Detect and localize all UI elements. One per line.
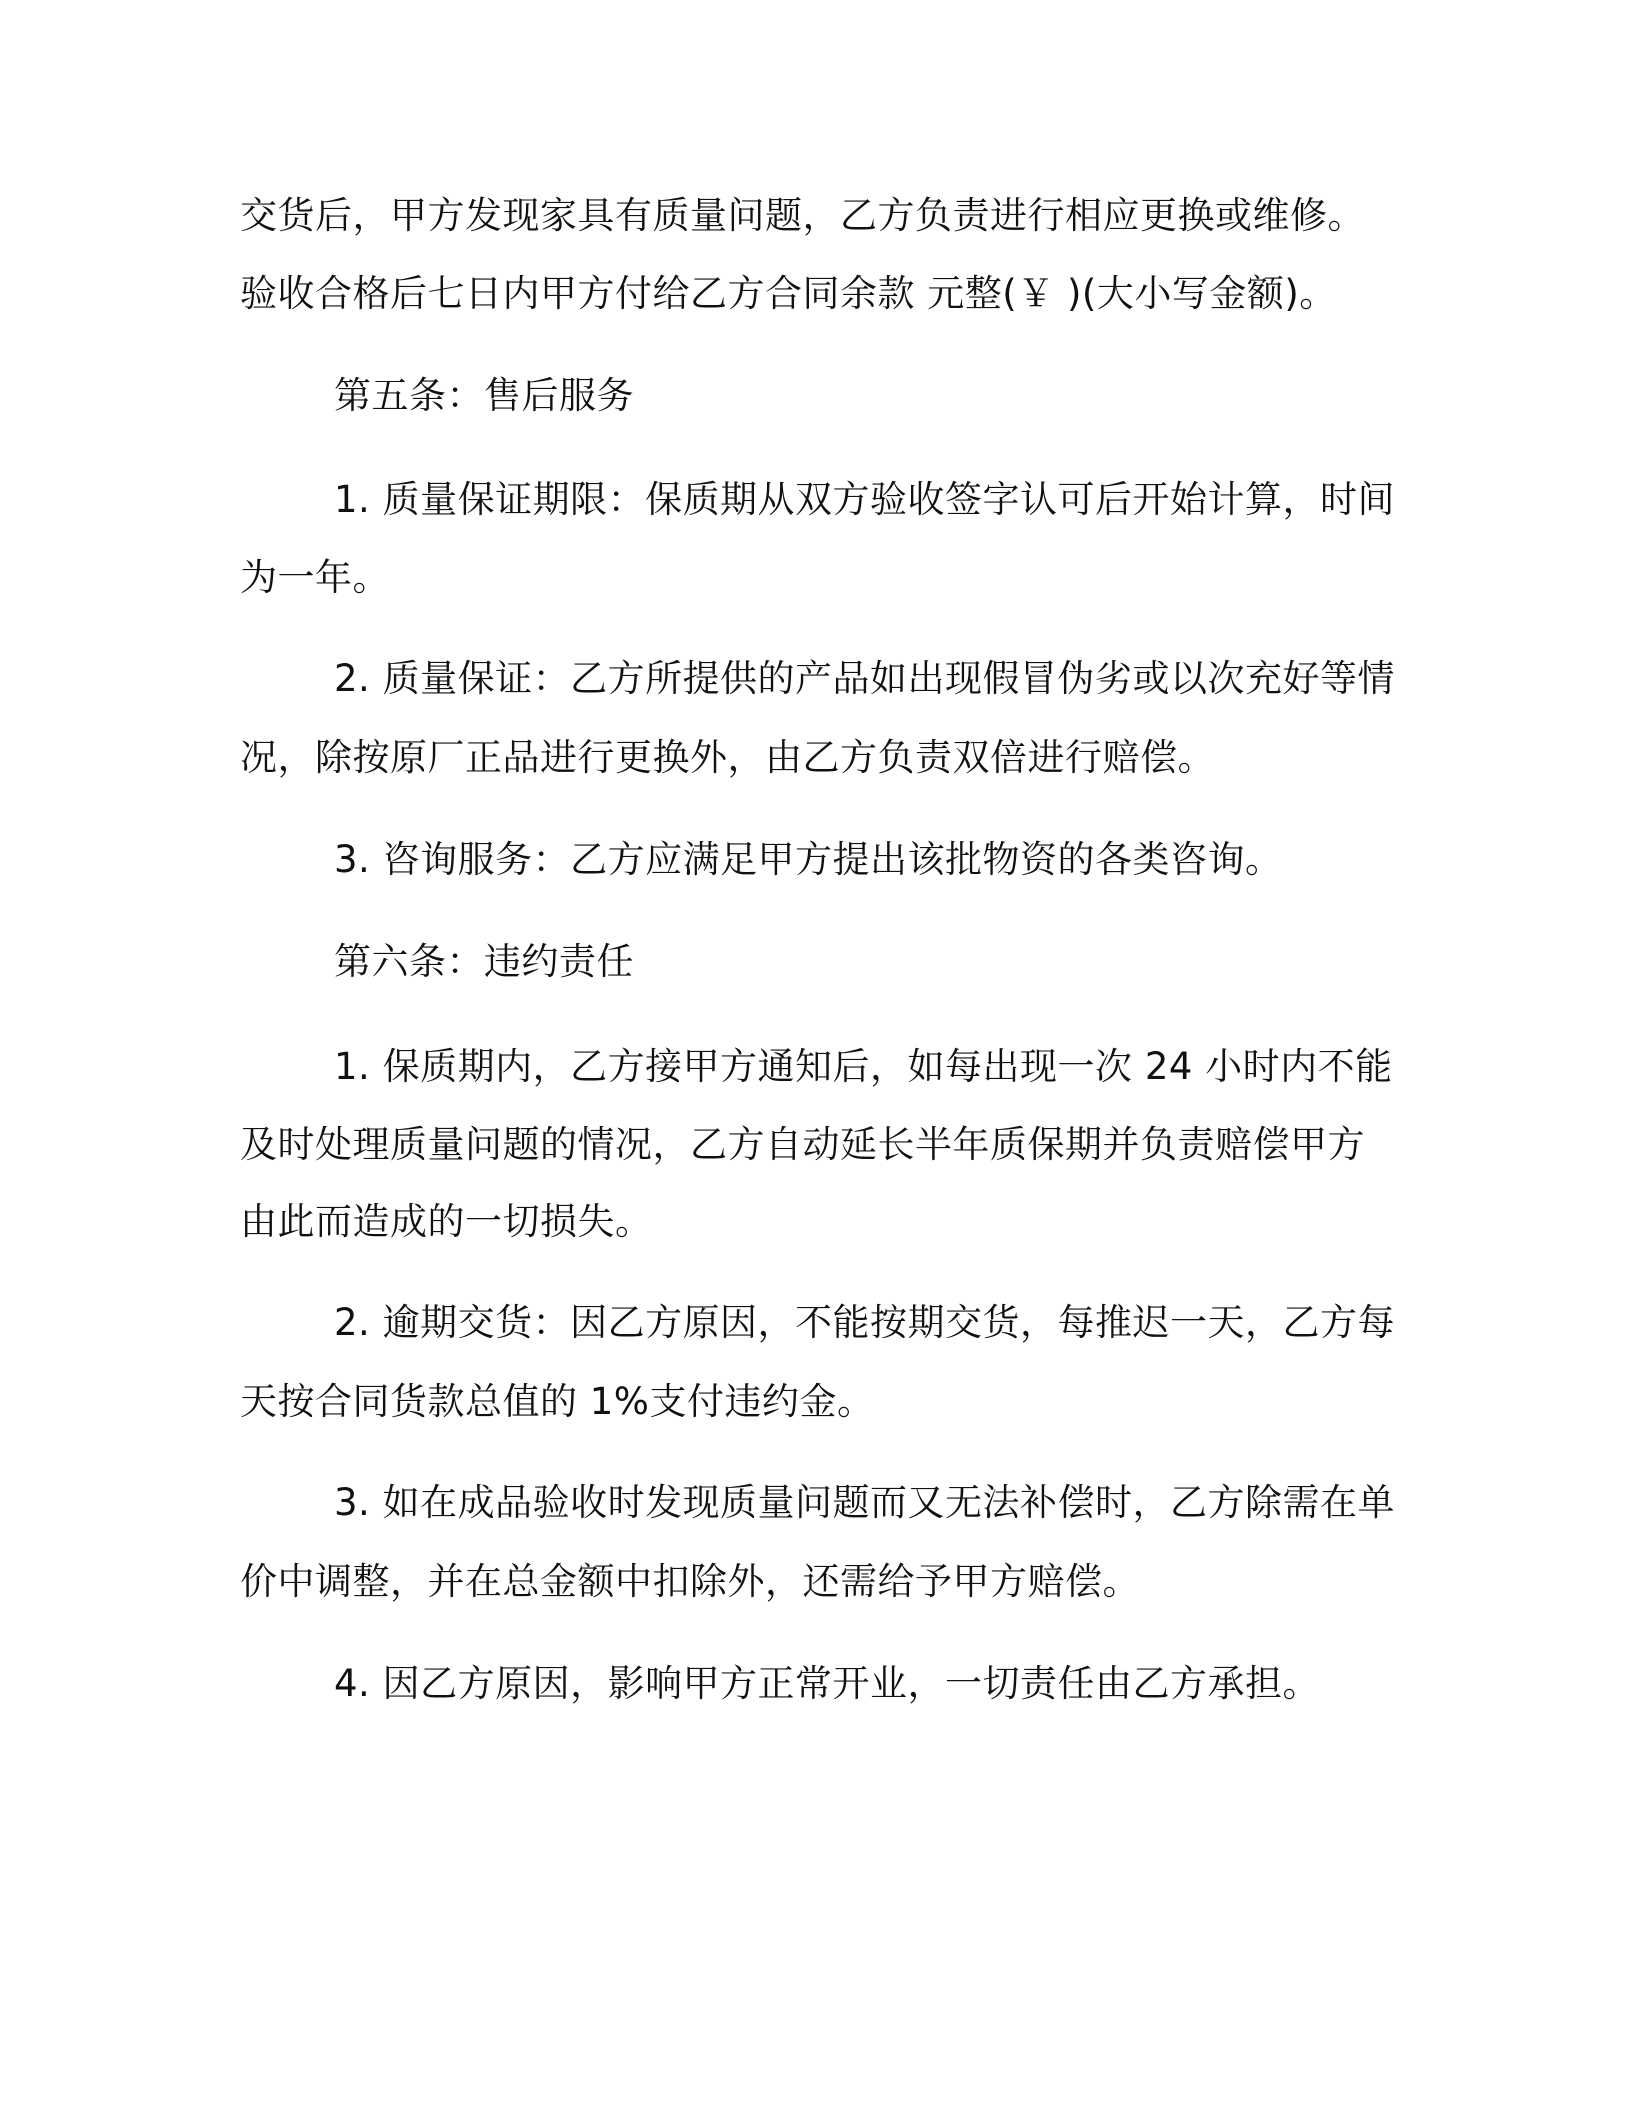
text-line: 及时处理质量问题的情况，乙方自动延长半年质保期并负责赔偿甲方 — [240, 1123, 1365, 1166]
text-line: 天按合同货款总值的 1%支付违约金。 — [240, 1380, 875, 1423]
text-line: 为一年。 — [240, 556, 390, 599]
text-line: 2. 质量保证：乙方所提供的产品如出现假冒伪劣或以次充好等情 — [334, 657, 1396, 700]
text-line: 交货后，甲方发现家具有质量问题，乙方负责进行相应更换或维修。 — [240, 194, 1365, 237]
text-line: 验收合格后七日内甲方付给乙方合同余款 元整(￥ )(大小写金额)。 — [240, 272, 1337, 315]
text-line: 况，除按原厂正品进行更换外，由乙方负责双倍进行赔偿。 — [240, 736, 1215, 779]
section-heading: 第六条：违约责任 — [334, 940, 634, 983]
text-line: 4. 因乙方原因，影响甲方正常开业，一切责任由乙方承担。 — [334, 1662, 1321, 1705]
text-line: 价中调整，并在总金额中扣除外，还需给予甲方赔偿。 — [240, 1560, 1140, 1603]
text-line: 3. 咨询服务：乙方应满足甲方提出该批物资的各类咨询。 — [334, 838, 1283, 881]
text-line: 2. 逾期交货：因乙方原因，不能按期交货，每推迟一天，乙方每 — [334, 1301, 1396, 1344]
text-line: 1. 保质期内，乙方接甲方通知后，如每出现一次 24 小时内不能 — [334, 1045, 1393, 1088]
text-line: 3. 如在成品验收时发现质量问题而又无法补偿时，乙方除需在单 — [334, 1481, 1396, 1524]
text-line: 由此而造成的一切损失。 — [240, 1200, 653, 1243]
section-heading: 第五条：售后服务 — [334, 374, 634, 417]
text-line: 1. 质量保证期限：保质期从双方验收签字认可后开始计算，时间 — [334, 478, 1396, 521]
